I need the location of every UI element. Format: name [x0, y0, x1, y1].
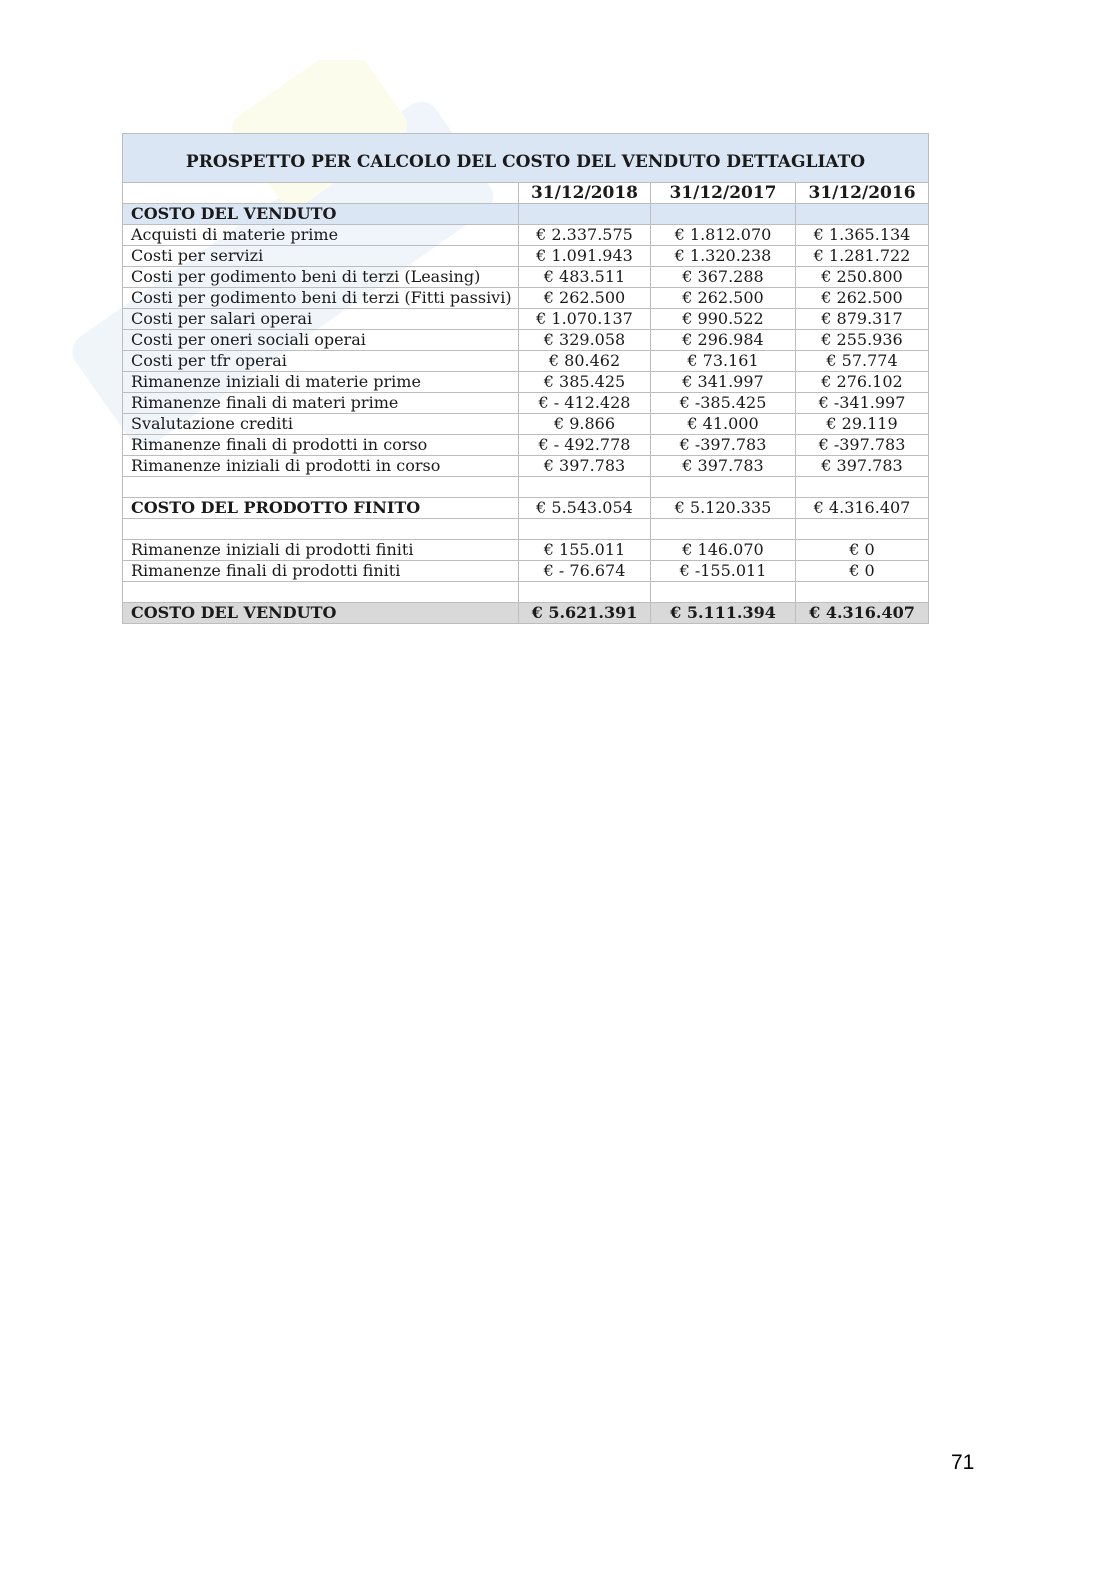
blank-cell: [796, 519, 929, 540]
row-label: Rimanenze iniziali di prodotti finiti: [123, 540, 519, 561]
row-value-2016: € 262.500: [796, 288, 929, 309]
row-value-2017: € -385.425: [651, 393, 796, 414]
section-header-label: COSTO DEL VENDUTO: [123, 204, 519, 225]
row-value-2018: € 80.462: [519, 351, 651, 372]
blank-cell: [519, 582, 651, 603]
row-value-2017: € 990.522: [651, 309, 796, 330]
subtotal-value-2017: € 5.120.335: [651, 498, 796, 519]
row-value-2017: € 146.070: [651, 540, 796, 561]
row-value-2016: € -341.997: [796, 393, 929, 414]
row-value-2016: € 255.936: [796, 330, 929, 351]
row-value-2016: € 29.119: [796, 414, 929, 435]
row-value-2018: € 1.070.137: [519, 309, 651, 330]
row-value-2016: € 397.783: [796, 456, 929, 477]
row-value-2018: € 1.091.943: [519, 246, 651, 267]
section-header-cell: [796, 204, 929, 225]
total-row: [123, 603, 929, 624]
subtotal-label: COSTO DEL PRODOTTO FINITO: [123, 498, 519, 519]
row-label: Svalutazione crediti: [123, 414, 519, 435]
row-label: Rimanenze finali di prodotti finiti: [123, 561, 519, 582]
blank-cell: [651, 477, 796, 498]
row-value-2018: € - 492.778: [519, 435, 651, 456]
row-value-2018: € 155.011: [519, 540, 651, 561]
row-value-2017: € 1.812.070: [651, 225, 796, 246]
table-row: [123, 225, 929, 246]
total-value-2017: € 5.111.394: [651, 603, 796, 624]
row-label: Rimanenze finali di prodotti in corso: [123, 435, 519, 456]
blank-row: [123, 582, 929, 603]
row-value-2018: € 2.337.575: [519, 225, 651, 246]
blank-cell: [123, 582, 519, 603]
table-row: [123, 414, 929, 435]
cost-of-sales-table-container: [122, 133, 928, 624]
row-label: Costi per godimento beni di terzi (Fitti passivi): [123, 288, 519, 309]
row-label: Costi per servizi: [123, 246, 519, 267]
row-value-2016: € 0: [796, 561, 929, 582]
row-value-2017: € 296.984: [651, 330, 796, 351]
row-value-2017: € 41.000: [651, 414, 796, 435]
table-title: PROSPETTO PER CALCOLO DEL COSTO DEL VENDUTO DETTAGLIATO: [123, 134, 929, 183]
blank-cell: [123, 477, 519, 498]
cost-of-sales-table: [122, 133, 929, 624]
row-label: Rimanenze iniziali di materie prime: [123, 372, 519, 393]
row-label: Acquisti di materie prime: [123, 225, 519, 246]
table-row: [123, 267, 929, 288]
row-value-2018: € 397.783: [519, 456, 651, 477]
table-row: [123, 351, 929, 372]
blank-row: [123, 477, 929, 498]
table-row: [123, 561, 929, 582]
row-label: Costi per godimento beni di terzi (Leasing): [123, 267, 519, 288]
row-value-2016: € 879.317: [796, 309, 929, 330]
blank-cell: [651, 519, 796, 540]
blank-cell: [796, 477, 929, 498]
table-row: [123, 435, 929, 456]
row-value-2018: € - 412.428: [519, 393, 651, 414]
row-value-2018: € 483.511: [519, 267, 651, 288]
row-value-2018: € 262.500: [519, 288, 651, 309]
row-value-2017: € 1.320.238: [651, 246, 796, 267]
total-value-2016: € 4.316.407: [796, 603, 929, 624]
table-row: [123, 540, 929, 561]
subtotal-row: [123, 498, 929, 519]
row-value-2018: € - 76.674: [519, 561, 651, 582]
row-value-2017: € 262.500: [651, 288, 796, 309]
section-header-cell: [519, 204, 651, 225]
table-title-row: [123, 134, 929, 183]
row-value-2017: € -155.011: [651, 561, 796, 582]
row-label: Rimanenze iniziali di prodotti in corso: [123, 456, 519, 477]
total-label: COSTO DEL VENDUTO: [123, 603, 519, 624]
row-label: Rimanenze finali di materi prime: [123, 393, 519, 414]
row-value-2016: € 0: [796, 540, 929, 561]
page-number: 71: [951, 1451, 975, 1474]
row-value-2016: € 250.800: [796, 267, 929, 288]
table-row: [123, 372, 929, 393]
row-label: Costi per oneri sociali operai: [123, 330, 519, 351]
table-row: [123, 330, 929, 351]
subtotal-value-2018: € 5.543.054: [519, 498, 651, 519]
year-header-2017: 31/12/2017: [651, 183, 796, 204]
row-value-2017: € 397.783: [651, 456, 796, 477]
row-value-2018: € 385.425: [519, 372, 651, 393]
blank-cell: [519, 519, 651, 540]
row-value-2016: € 276.102: [796, 372, 929, 393]
year-header-empty: [123, 183, 519, 204]
subtotal-value-2016: € 4.316.407: [796, 498, 929, 519]
section-header-row: [123, 204, 929, 225]
row-value-2016: € -397.783: [796, 435, 929, 456]
row-value-2017: € 367.288: [651, 267, 796, 288]
blank-cell: [123, 519, 519, 540]
row-value-2016: € 1.365.134: [796, 225, 929, 246]
section-header-cell: [651, 204, 796, 225]
row-label: Costi per tfr operai: [123, 351, 519, 372]
table-row: [123, 393, 929, 414]
row-value-2017: € -397.783: [651, 435, 796, 456]
table-row: [123, 246, 929, 267]
row-value-2018: € 9.866: [519, 414, 651, 435]
row-value-2017: € 341.997: [651, 372, 796, 393]
year-header-2016: 31/12/2016: [796, 183, 929, 204]
table-row: [123, 456, 929, 477]
table-row: [123, 288, 929, 309]
row-value-2016: € 1.281.722: [796, 246, 929, 267]
year-header-row: [123, 183, 929, 204]
row-value-2016: € 57.774: [796, 351, 929, 372]
total-value-2018: € 5.621.391: [519, 603, 651, 624]
blank-cell: [796, 582, 929, 603]
row-label: Costi per salari operai: [123, 309, 519, 330]
row-value-2017: € 73.161: [651, 351, 796, 372]
row-value-2018: € 329.058: [519, 330, 651, 351]
blank-cell: [651, 582, 796, 603]
year-header-2018: 31/12/2018: [519, 183, 651, 204]
blank-cell: [519, 477, 651, 498]
table-row: [123, 309, 929, 330]
blank-row: [123, 519, 929, 540]
